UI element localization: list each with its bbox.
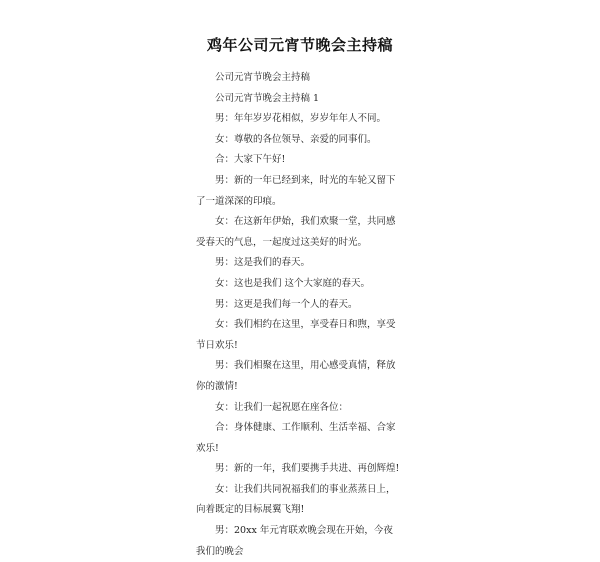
paragraph: 女：我们相约在这里，享受春日和煦，享受节日欢乐! <box>196 319 396 351</box>
paragraph: 女：这也是我们 这个大家庭的春天。 <box>215 277 371 289</box>
paragraph: 合：大家下午好! <box>215 154 286 166</box>
document-body <box>196 68 402 562</box>
paragraph: 女：让我们共同祝福我们的事业蒸蒸日上，向着既定的目标展翼飞翔! <box>196 483 396 516</box>
paragraph: 男：我们相聚在这里，用心感受真情，释放你的激情! <box>196 360 396 392</box>
paragraph: 女：让我们一起祝愿在座各位： <box>215 401 349 413</box>
paragraph: 男：新的一年已经到来，时光的车轮又留下了一道深深的印痕。 <box>196 174 396 207</box>
paragraph: 女：在这新年伊始，我们欢聚一堂，共同感受春天的气息，一起度过这美好的时光。 <box>196 216 396 248</box>
paragraph: 公司元宵节晚会主持稿 1 <box>215 92 320 104</box>
paragraph: 公司元宵节晚会主持稿 <box>215 72 311 83</box>
paragraph: 合：身体健康、工作顺利、生活幸福、合家欢乐! <box>196 422 396 454</box>
paragraph: 男：年年岁岁花相似，岁岁年年人不同。 <box>215 113 387 125</box>
paragraph: 男：新的一年，我们要携手共进、再创辉煌! <box>215 463 400 475</box>
paragraph: 女：尊敬的各位领导、亲爱的同事们。 <box>215 133 377 145</box>
paragraph: 男：20xx 年元宵联欢晚会现在开始，今夜我们的晚会 <box>196 525 393 557</box>
paragraph: 男：这更是我们每一个人的春天。 <box>215 298 358 310</box>
paragraph: 男：这是我们的春天。 <box>215 257 311 269</box>
document-title: 鸡年公司元宵节晚会主持稿 <box>206 36 393 54</box>
